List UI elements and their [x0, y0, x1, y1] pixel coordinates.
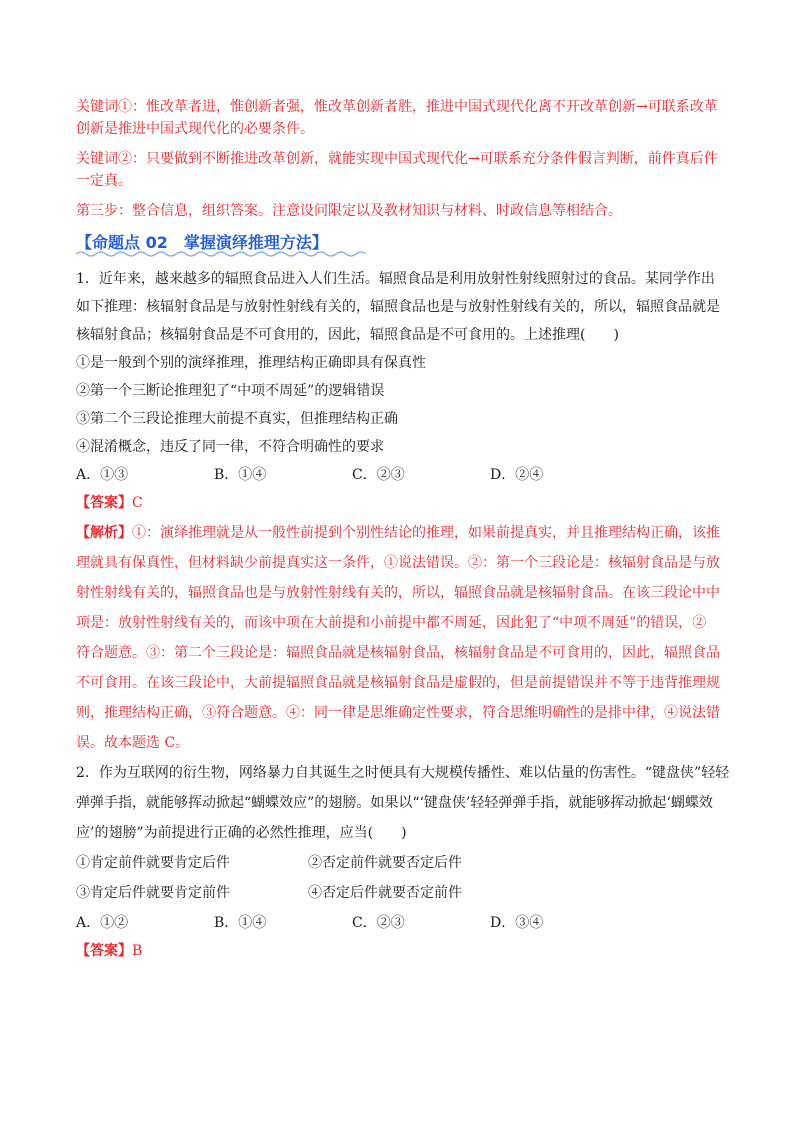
- question-2-stem-line: 应’的翅膀”为前提进行正确的必然性推理，应当( ): [76, 825, 407, 841]
- answer-value: B: [132, 943, 143, 959]
- question-2-statement-row: [76, 882, 736, 904]
- question-2-options: [76, 912, 736, 934]
- keyword-1-line: 关键词①：惟改革者进，惟创新者强，惟改革创新者胜，推进中国式现代化离不开改革创新→可联系改革: [76, 99, 718, 115]
- step-3-text: 第三步：整合信息，组织答案。注意设问限定以及教材知识与材料、时政信息等相结合。: [76, 203, 622, 219]
- analysis-text: ①：演绎推理就是从一般性前提到个别性结论的推理，如果前提真实，并且推理结构正确，该推: [132, 525, 720, 541]
- section-heading: [76, 230, 736, 256]
- question-1-stem-line: 1．近年来，越来越多的辐照食品进入人们生活。辐照食品是利用放射性射线照射过的食品。某同学作出: [76, 271, 715, 287]
- question-1-statement: ④混淆概念，违反了同一律，不符合明确性的要求: [76, 439, 384, 455]
- question-1-answer: [76, 492, 736, 514]
- question-1-statement: ①是一般到个别的演绎推理，推理结构正确即具有保真性: [76, 355, 426, 371]
- question-2-answer: [76, 940, 736, 962]
- question-2-statement: ①肯定前件就要肯定后件: [76, 855, 230, 871]
- question-1-stem-line: 核辐射食品；核辐射食品是不可食用的，因此，辐照食品是不可食用的。上述推理( ): [76, 327, 619, 343]
- question-1-options: [76, 464, 736, 486]
- option-a: A．①③: [76, 467, 129, 483]
- option-a: A．①②: [76, 915, 129, 931]
- question-1: [76, 268, 736, 754]
- question-2-stem-line: 弹弹手指，就能够挥动掀起“蝴蝶效应”的翅膀。如果以“‘键盘侠’轻轻弹弹手指，就能够挥动掀起‘蝴蝶效: [76, 795, 713, 811]
- question-2-stem-line: 2．作为互联网的衍生物，网络暴力自其诞生之时便具有大规模传播性、难以估量的伤害性。“键盘侠”轻轻: [76, 765, 730, 781]
- question-1-statement: ③第二个三段论推理大前提不真实，但推理结构正确: [76, 411, 398, 427]
- question-1-analysis: [76, 522, 736, 754]
- analysis-line: 射性射线有关的，辐照食品也是与放射性射线有关的，所以，辐照食品就是核辐射食品。在该三段论中中: [76, 585, 720, 601]
- answer-label: 【答案】: [76, 943, 132, 959]
- section-heading-text: 【命题点 02 掌握演绎推理方法】: [76, 233, 328, 252]
- analysis-line: 项是：放射性射线有关的，而该中项在大前提和小前提中都不周延，因此犯了“中项不周延”的错误，②: [76, 615, 707, 631]
- question-1-stem-line: 如下推理：核辐射食品是与放射性射线有关的，辐照食品也是与放射性射线有关的，所以，辐照食品就是: [76, 299, 720, 315]
- question-1-statement: ②第一个三断论推理犯了“中项不周延”的逻辑错误: [76, 383, 385, 399]
- keyword-1-line: 创新是推进中国式现代化的必要条件。: [76, 121, 314, 137]
- answer-value: C: [132, 495, 143, 511]
- analysis-line: 理就具有保真性，但材料缺少前提真实这一条件，①说法错误。②：第一个三段论是：核辐射食品是与放: [76, 555, 720, 571]
- question-2-statement-row: [76, 852, 736, 874]
- keyword-2: [76, 148, 736, 192]
- analysis-label: 【解析】: [76, 525, 132, 541]
- question-2-statement: ④否定后件就要否定前件: [308, 885, 462, 901]
- keyword-1: [76, 96, 736, 140]
- analysis-line: 不可食用。在该三段论中，大前提辐照食品就是核辐射食品是虚假的，但是前提错误并不等于违背推理规: [76, 675, 720, 691]
- keyword-2-line: 一定真。: [76, 173, 132, 189]
- option-b: B．①④: [214, 915, 267, 931]
- wavy-underline: [76, 250, 366, 258]
- analysis-line: 则，推理结构正确，③符合题意。④：同一律是思维确定性要求，符合思维明确性的是排中律，④说法错: [76, 705, 720, 721]
- question-2: [76, 762, 736, 962]
- keyword-2-line: 关键词②：只要做到不断推进改革创新，就能实现中国式现代化→可联系充分条件假言判断，前件真后件: [76, 151, 718, 167]
- option-c: C．②③: [352, 467, 405, 483]
- option-c: C．②③: [352, 915, 405, 931]
- option-d: D．②④: [490, 467, 544, 483]
- option-b: B．①④: [214, 467, 267, 483]
- analysis-line: [76, 522, 736, 544]
- question-2-statement: ②否定前件就要否定后件: [308, 855, 462, 871]
- option-d: D．③④: [490, 915, 544, 931]
- analysis-line: 误。故本题选 C。: [76, 735, 190, 751]
- answer-label: 【答案】: [76, 495, 132, 511]
- question-2-statement: ③肯定后件就要肯定前件: [76, 885, 230, 901]
- step-3: [76, 200, 736, 222]
- analysis-line: 符合题意。③：第二个三段论是：辐照食品就是核辐射食品，核辐射食品是不可食用的，因此，辐照食品: [76, 645, 720, 661]
- document-page: [76, 96, 736, 970]
